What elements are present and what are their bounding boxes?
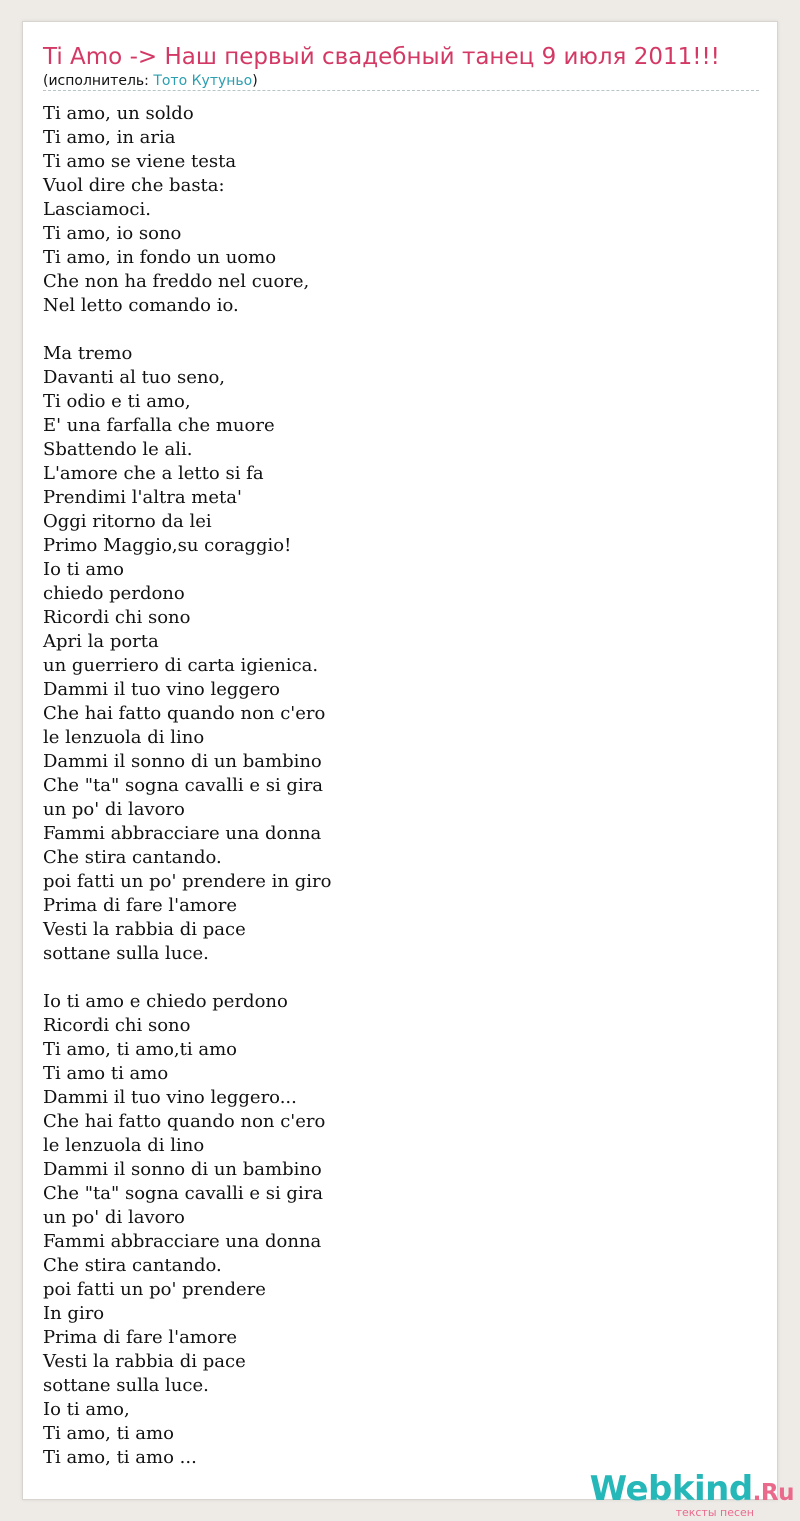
stanza-break [43, 318, 743, 342]
lyric-line: Dammi il tuo vino leggero [43, 679, 281, 700]
lyric-line: Ricordi chi sono [43, 1015, 191, 1036]
lyric-line: Che "ta" sogna cavalli e si gira [43, 775, 324, 796]
lyric-line: poi fatti un po' prendere [43, 1279, 266, 1300]
performer-line [43, 72, 258, 90]
lyric-line: Che "ta" sogna cavalli e si gira [43, 1183, 324, 1204]
lyric-line: Ti amo, ti amo,ti amo [43, 1039, 237, 1060]
lyric-line: Nel letto comando io. [43, 295, 239, 316]
lyrics-card [22, 21, 778, 1500]
lyric-line: Fammi abbracciare una donna [43, 823, 322, 844]
lyric-line: Davanti al tuo seno, [43, 367, 226, 388]
lyric-line: Che hai fatto quando non c'ero [43, 1111, 326, 1132]
lyric-line: Che hai fatto quando non c'ero [43, 703, 326, 724]
lyric-line: chiedo perdono [43, 583, 185, 604]
lyric-line: Lasciamoci. [43, 199, 151, 220]
lyric-line: Oggi ritorno da lei [43, 511, 212, 532]
lyric-line: Sbattendo le ali. [43, 439, 193, 460]
logo-tld: .Ru [752, 1480, 794, 1506]
lyric-line: In giro [43, 1303, 105, 1324]
lyric-line: Che stira cantando. [43, 1255, 222, 1276]
logo-wordmark [590, 1471, 794, 1511]
lyric-line: Che non ha freddo nel cuore, [43, 271, 310, 292]
lyric-line: Ti amo, io sono [43, 223, 182, 244]
lyric-line: Ma tremo [43, 343, 133, 364]
lyric-line: le lenzuola di lino [43, 727, 205, 748]
lyric-line: Prima di fare l'amore [43, 895, 237, 916]
lyric-line: Ti odio e ti amo, [43, 391, 191, 412]
lyric-line: Ti amo se viene testa [43, 151, 237, 172]
title-divider [43, 90, 759, 91]
lyric-line: Primo Maggio,su coraggio! [43, 535, 292, 556]
lyric-line: un guerriero di carta igienica. [43, 655, 319, 676]
lyric-line: un po' di lavoro [43, 1207, 185, 1228]
lyric-line: L'amore che a letto si fa [43, 463, 264, 484]
lyric-line: Ti amo, ti amo ... [43, 1447, 197, 1468]
lyric-line: sottane sulla luce. [43, 943, 209, 964]
performer-link[interactable]: Тото Кутуньо [153, 73, 253, 89]
lyric-line: Ti amo, ti amo [43, 1423, 174, 1444]
lyric-line: Io ti amo [43, 559, 125, 580]
lyric-line: Che stira cantando. [43, 847, 222, 868]
lyric-line: Vesti la rabbia di pace [43, 1351, 246, 1372]
lyric-line: Prendimi l'altra meta' [43, 487, 242, 508]
performer-prefix: (исполнитель: [43, 73, 154, 89]
lyric-line: Ti amo, in aria [43, 127, 176, 148]
lyric-line: Ti amo ti amo [43, 1063, 169, 1084]
lyric-line: poi fatti un po' prendere in giro [43, 871, 332, 892]
lyric-line: Dammi il sonno di un bambino [43, 1159, 322, 1180]
lyric-line: E' una farfalla che muore [43, 415, 275, 436]
lyric-line: Io ti amo e chiedo perdono [43, 991, 288, 1012]
lyric-line: le lenzuola di lino [43, 1135, 205, 1156]
lyrics-text [43, 102, 743, 1470]
lyric-line: Vesti la rabbia di pace [43, 919, 246, 940]
lyric-line: Prima di fare l'amore [43, 1327, 237, 1348]
logo-main-text: Webkind [589, 1469, 753, 1509]
lyric-line: sottane sulla luce. [43, 1375, 209, 1396]
performer-suffix: ) [252, 73, 258, 89]
site-logo[interactable] [590, 1471, 794, 1519]
lyric-line: un po' di lavoro [43, 799, 185, 820]
lyric-line: Ricordi chi sono [43, 607, 191, 628]
lyric-line: Ti amo, un soldo [43, 103, 194, 124]
page-title: Ti Amo -> Наш первый свадебный танец 9 июля 2011!!! [43, 44, 720, 70]
lyric-line: Io ti amo, [43, 1399, 130, 1420]
lyric-line: Apri la porta [43, 631, 159, 652]
lyric-line: Dammi il sonno di un bambino [43, 751, 322, 772]
lyric-line: Dammi il tuo vino leggero... [43, 1087, 297, 1108]
logo-tagline: тексты песен [675, 1506, 754, 1519]
lyric-line: Vuol dire che basta: [43, 175, 225, 196]
lyric-line: Fammi abbracciare una donna [43, 1231, 322, 1252]
lyric-line: Ti amo, in fondo un uomo [43, 247, 277, 268]
stanza-break [43, 966, 743, 990]
